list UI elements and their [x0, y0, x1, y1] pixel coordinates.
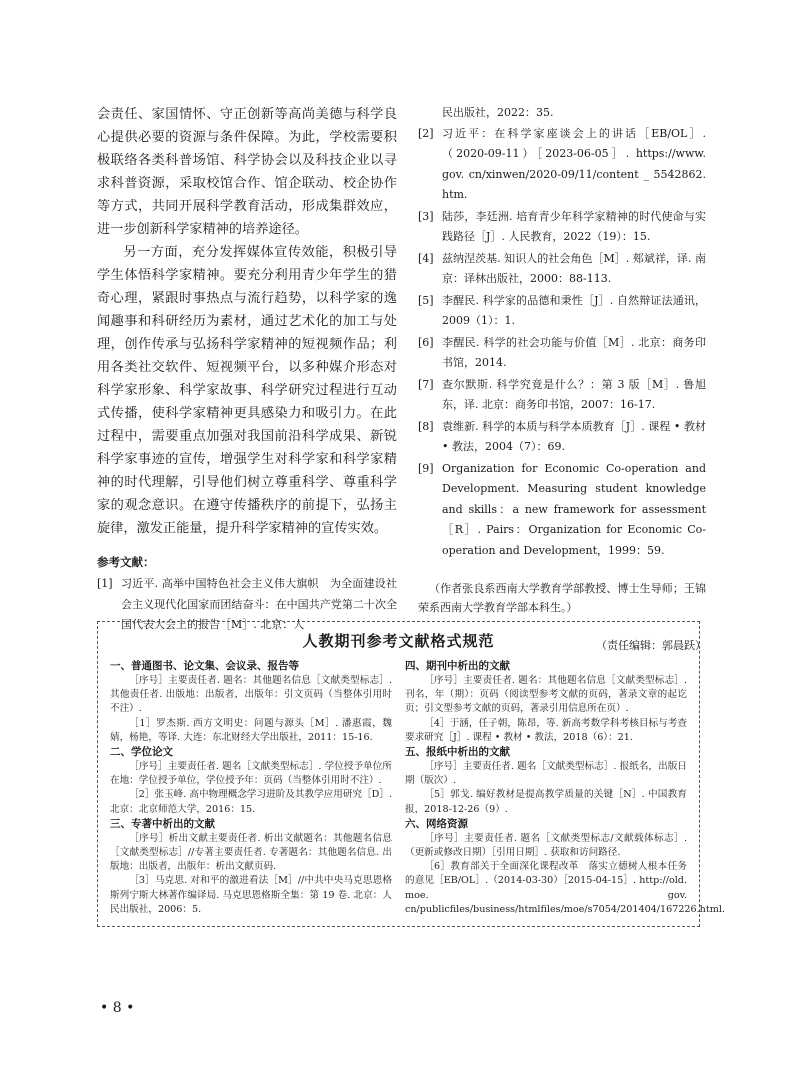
body-paragraph: 会责任、家国情怀、守正创新等高尚美德与科学良心提供必要的资源与条件保障。为此，学校需要积极联络各类科普场馆、科学协会以及科技企业以寻求科普资源，采取校馆合作、馆企联动、校企协作等方式，共同开展科学教育活动，形成集群效应，进一步创新科学家精神的培养途径。 — [97, 107, 397, 237]
box-format-text: ［序号］主要责任者. 题名［文献类型标志］. 学位授予单位所在地：学位授予单位，学位授予年：页码（当整体引用时不注）. — [110, 761, 392, 787]
reference-text: Organization for Economic Co-operation and Development. Measuring student knowledge and skills：a new framework for assessment［R］. Pairs：Organization for Economic Co-operation and Development，1999：59. — [442, 461, 706, 557]
box-format-text: ［1］罗杰斯. 西方文明史：问题与源头［M］. 潘惠霞，魏婧，杨艳，等译. 大连：东北财经大学出版社，2011：15-16. — [110, 717, 392, 743]
author-note: （作者张良系西南大学教育学部教授、博士生导师；王锦荣系西南大学教育学部本科生。） — [418, 582, 706, 614]
box-format-text: ［序号］主要责任者. 题名［文献类型标志］. 报纸名，出版日期（版次）. — [405, 761, 687, 787]
page-number: • 8 • — [100, 1000, 135, 1016]
box-section-heading: 四、期刊中析出的文献 — [405, 660, 510, 672]
reference-item — [418, 459, 706, 562]
box-format-text: ［序号］析出文献主要责任者. 析出文献题名：其他题名信息［文献类型标志］//专著主要责任者. 专著题名：其他题名信息. 出版地：出版者，出版年：析出文献页码. — [110, 832, 392, 873]
box-left-column — [110, 659, 392, 917]
box-section-heading: 六、网络资源 — [405, 817, 468, 830]
box-format-text: ［序号］主要责任者. 题名：其他题名信息［文献类型标志］. 其他责任者. 出版地：出版者，出版年：引文页码（当整体引用时不注）. — [110, 675, 392, 715]
reference-number: [8] — [418, 419, 434, 433]
reference-number: [9] — [418, 461, 434, 475]
reference-number: [2] — [418, 126, 434, 140]
reference-item — [418, 333, 706, 374]
reference-number: [4] — [418, 251, 434, 265]
reference-text: 李醒民. 科学家的品德和秉性［J］. 自然辩证法通讯，2009（1）：1. — [442, 293, 706, 327]
reference-number: [6] — [418, 335, 434, 349]
reference-item — [418, 375, 706, 416]
box-format-text: ［序号］主要责任者. 题名：其他题名信息［文献类型标志］. 刊名，年（期）：页码（阅读型参考文献的页码，著录文章的起讫页；引文型参考文献的页码，著录引用信息所在页）. — [405, 675, 687, 715]
reference-number: [7] — [418, 377, 434, 391]
box-format-text: ［6］教育部关于全面深化课程改革 落实立德树人根本任务的意见［EB/OL］.（2014-03-30）［2015-04-15］. http://old. moe. gov. cn/publicfiles/business/htmlfiles/moe/s7054/201404/167226.html. — [405, 861, 725, 915]
reference-text: 李醒民. 科学的社会功能与价值［M］. 北京：商务印书馆，2014. — [442, 335, 706, 369]
right-column — [418, 103, 706, 653]
box-right-column — [405, 659, 725, 917]
reference-text: 兹纳涅茨基. 知识人的社会角色［M］. 郏斌祥，译. 南京：译林出版社，2000：88-113. — [442, 251, 706, 285]
box-format-text: ［2］张玉峰. 高中物理概念学习进阶及其教学应用研究［D］. 北京：北京师范大学，2016：15. — [110, 789, 392, 815]
box-format-text: ［4］于涵，任子朝，陈昂，等. 新高考数学科考核目标与考查要求研究［J］. 课程 • 教材 • 教法，2018（6）：21. — [405, 717, 687, 743]
reference-continuation: 民出版社，2022：35. — [442, 106, 554, 119]
references-title: 参考文献： — [97, 555, 155, 569]
reference-list — [418, 124, 706, 562]
reference-number: [5] — [418, 293, 434, 307]
left-column — [97, 103, 397, 637]
reference-number: [3] — [418, 209, 434, 223]
box-section-heading: 二、学位论文 — [110, 746, 173, 759]
reference-item — [418, 417, 706, 458]
reference-text: 查尔默斯. 科学究竟是什么？：第 3 版［M］. 鲁旭东，译. 北京：商务印书馆，2007：16-17. — [442, 377, 706, 411]
reference-format-box — [97, 621, 725, 927]
box-format-text: ［序号］主要责任者. 题名［文献类型标志/文献载体标志］.（更新或修改日期）［引用日期］. 获取和访问路径. — [405, 832, 687, 859]
reference-number: [1] — [97, 577, 113, 590]
reference-item — [418, 207, 706, 248]
box-format-text: ［5］郭戈. 编好教材是提高教学质量的关键［N］. 中国教育报，2018-12-26（9）. — [405, 789, 687, 815]
reference-text: 习近平. 高举中国特色社会主义伟大旗帜 为全面建设社会主义现代化国家而团结奋斗：在中国共产党第二十次全国代表大会上的报告［M］. 北京：人 — [121, 577, 397, 631]
box-format-text: ［3］马克思. 对和平的激进看法［M］//中共中央马克思恩格斯列宁斯大林著作编译局. 马克思恩格斯全集：第 19 卷. 北京：人民出版社，2006：5. — [110, 875, 392, 915]
reference-text: 袁维新. 科学的本质与科学本质教育［J］. 课程 • 教材 • 教法，2004（7）：69. — [442, 419, 706, 453]
reference-item — [418, 124, 706, 206]
body-paragraph: 另一方面，充分发挥媒体宣传效能，积极引导学生体悟科学家精神。要充分利用青少年学生的猎奇心理，紧跟时事热点与流行趋势，以科学家的逸闻趣事和科研经历为素材，通过艺术化的加工与处理，创作传承与弘扬科学家精神的短视频作品；利用各类社交软件、短视频平台，以多种媒介形态对科学家形象、科学家故事、科学研究过程进行互动式传播，使科学家精神更具感染力和吸引力。在此过程中，需要重点加强对我国前沿科学成果、新锐科学家事迹的宣传，增强学生对科学家和科学家精神的时代理解，引导他们树立尊重科学、尊重科学家的观念意识。在遵守传播秩序的前提下，弘扬主旋律，激发正能量，提升科学家精神的宣传实效。 — [97, 245, 397, 536]
reference-text: 陆莎，李廷洲. 培育青少年科学家精神的时代使命与实践路径［J］. 人民教育，2022（19）：15. — [442, 209, 706, 243]
responsible-editor: （责任编辑：郭晨跃） — [596, 639, 706, 652]
box-section-heading: 五、报纸中析出的文献 — [405, 746, 510, 759]
box-section-heading: 一、普通图书、论文集、会议录、报告等 — [110, 660, 299, 672]
reference-item — [418, 249, 706, 290]
box-title: 人教期刊参考文献格式规范 — [302, 632, 495, 650]
reference-item — [418, 291, 706, 332]
box-section-heading: 三、专著中析出的文献 — [110, 817, 215, 830]
reference-text: 习近平：在科学家座谈会上的讲话［EB/OL］.（2020-09-11）［2023-06-05］. https://www. gov. cn/xinwen/2020-09/11/content _ 5542862. htm. — [442, 126, 706, 201]
